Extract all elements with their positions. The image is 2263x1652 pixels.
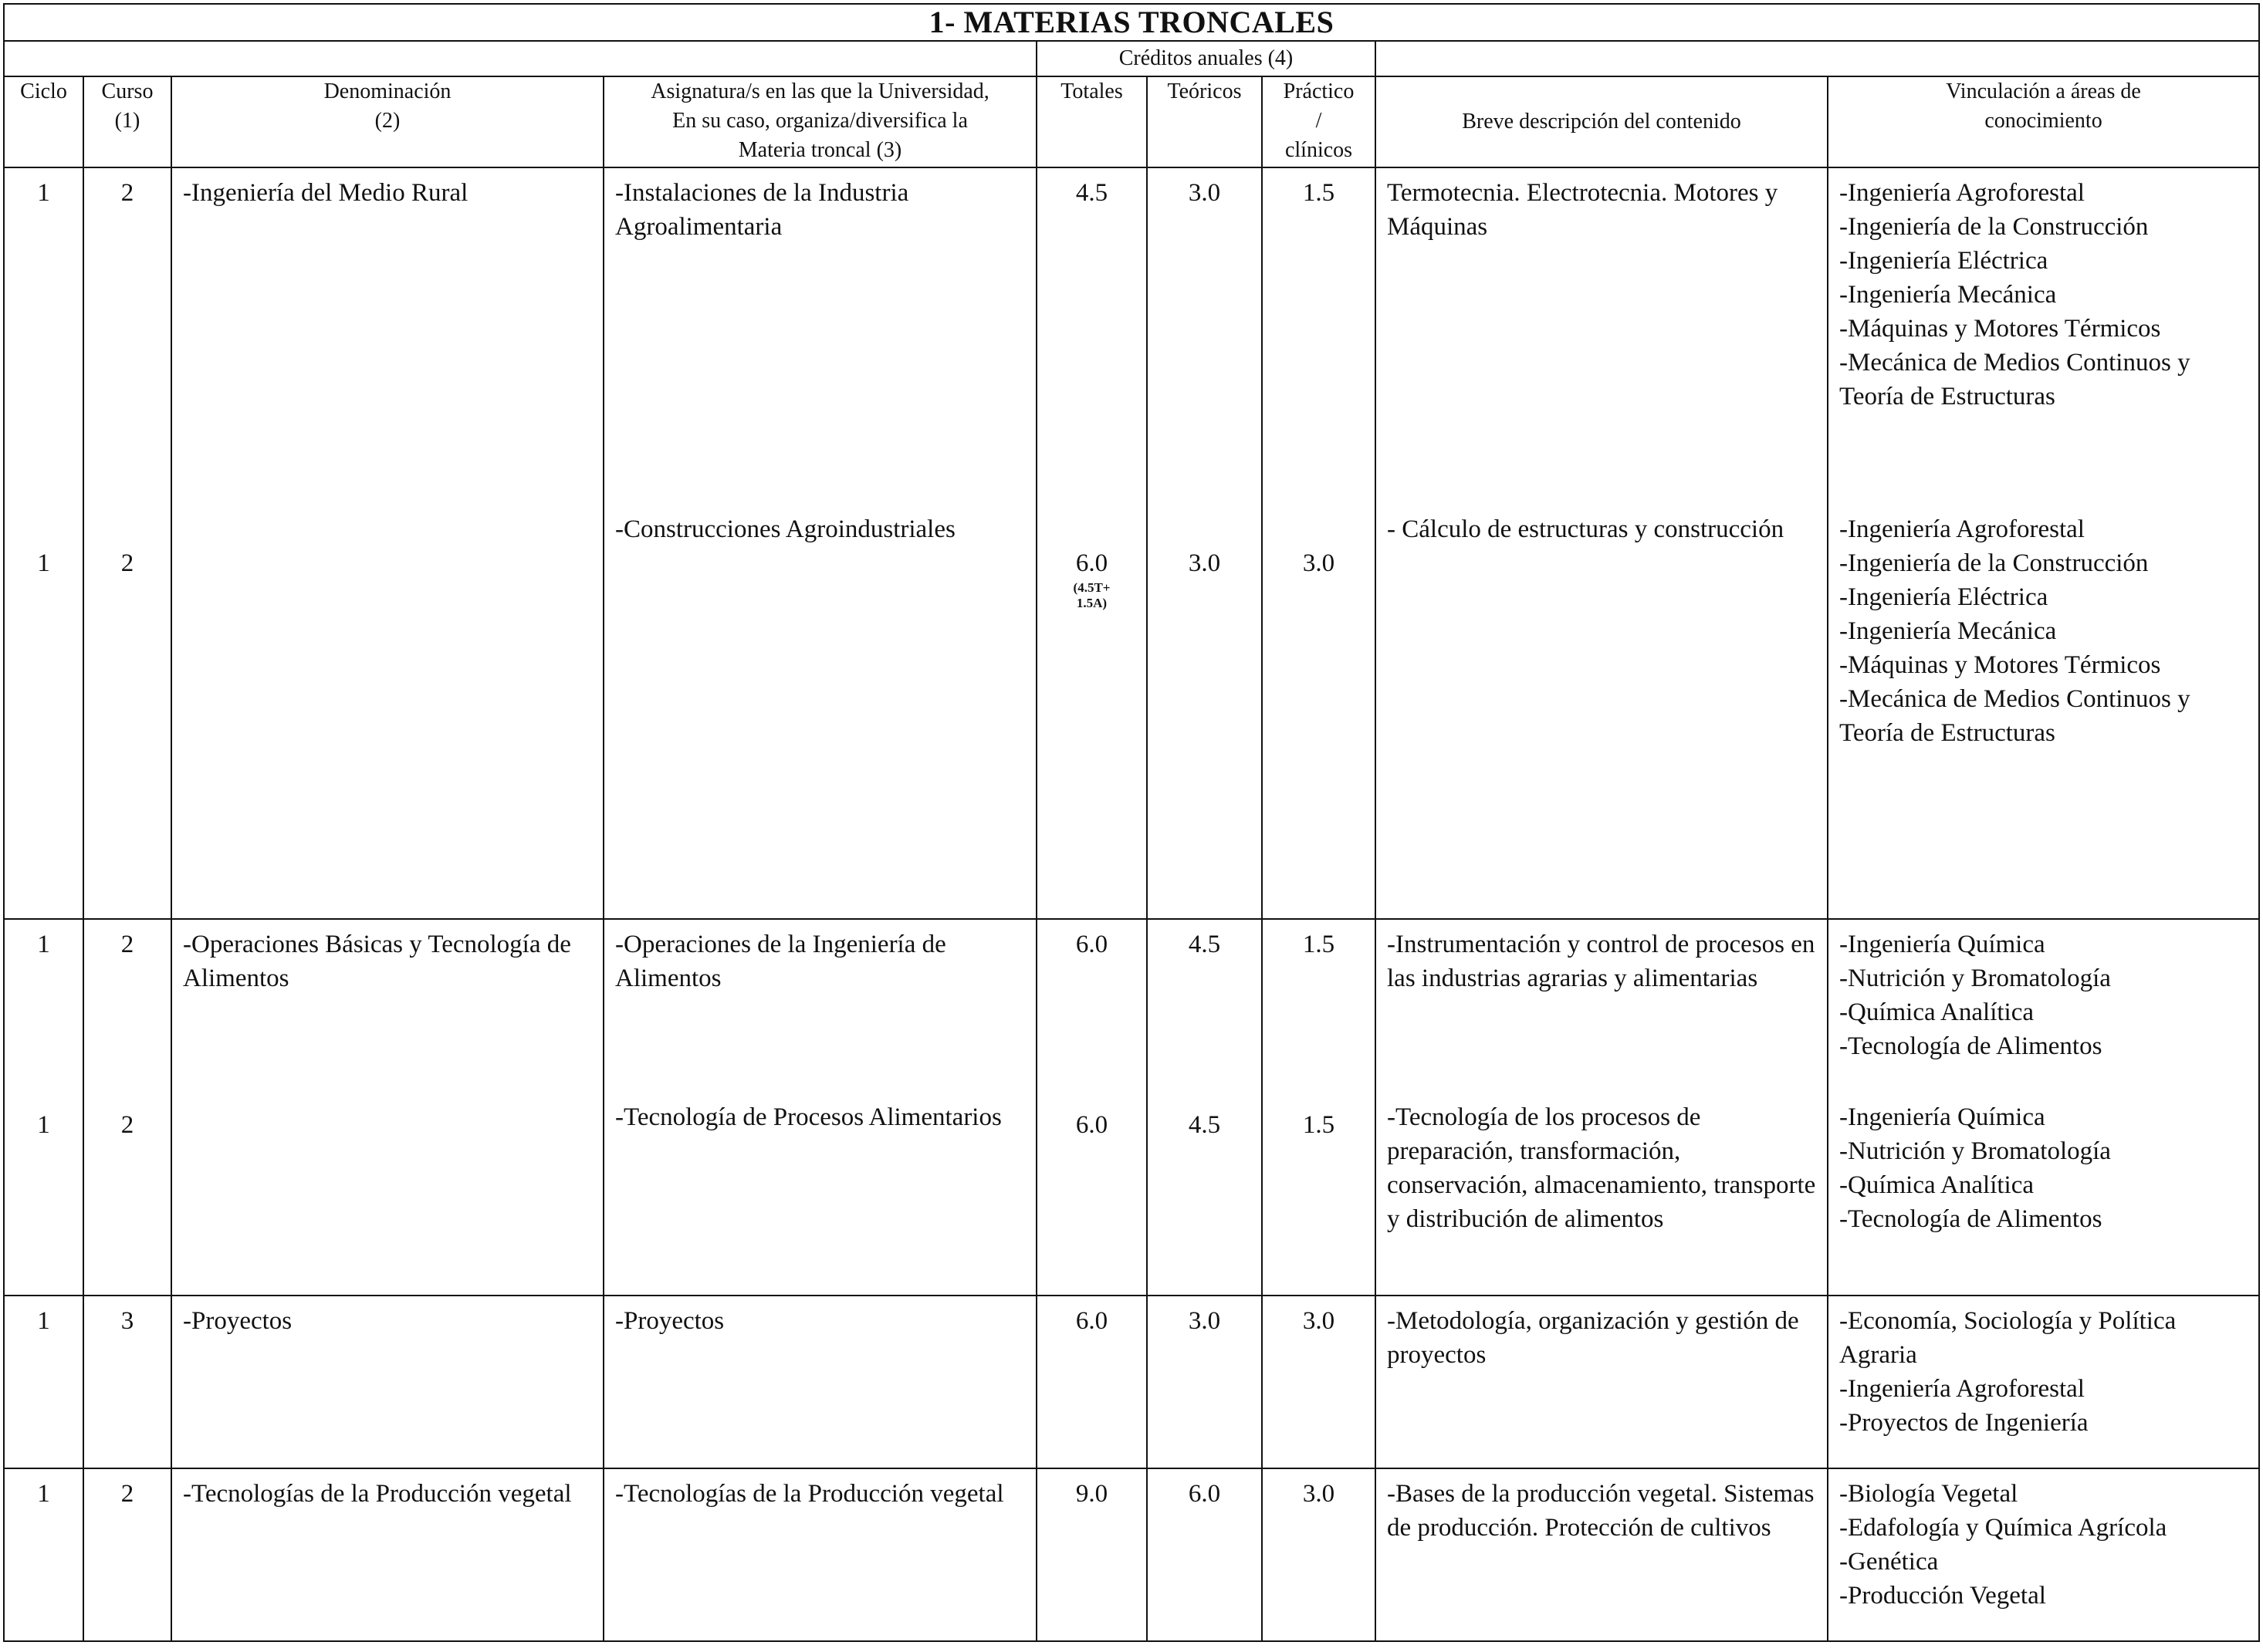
area-item: -Ingeniería de la Construcción [1839,213,2149,241]
area-item: -Química Analítica [1839,1171,2034,1199]
col-descripcion: Breve descripción del contenido [1375,76,1828,167]
area-item: -Mecánica de Medios Continuos y Teoría de Estructuras [1839,349,2190,410]
practicos-cell: 1.5 3.0 [1262,167,1375,919]
col-ciclo: Ciclo [4,76,83,167]
area-item: -Tecnología de Alimentos [1839,1205,2102,1233]
col-asignatura: Asignatura/s en las que la Universidad, En su caso, organiza/diversifica la Materia troncal (3) [604,76,1037,167]
area-item: -Nutrición y Bromatología [1839,1137,2111,1165]
vinculacion-cell [1828,167,2259,919]
denominacion-cell: -Operaciones Básicas y Tecnología de Alimentos [171,919,604,1296]
curso-cell: 2 2 [83,919,171,1296]
area-item: -Producción Vegetal [1839,1582,2046,1610]
header-spacer-right [1375,41,2259,76]
credits-header: Créditos anuales (4) [1037,41,1375,76]
teoricos-cell: 4.5 4.5 [1147,919,1262,1296]
asignatura-cell: -Tecnologías de la Producción vegetal [604,1468,1037,1641]
table-row [4,167,2259,919]
ciclo-cell: 1 [4,1296,83,1468]
ciclo-cell: 1 [4,1468,83,1641]
totales-note: (4.5T+ 1.5A) [1073,580,1111,610]
area-item: -Genética [1839,1548,1939,1576]
header-spacer-left [4,41,1037,76]
area-item: -Ingeniería Agroforestal [1839,1375,2085,1403]
asignatura-cell: -Operaciones de la Ingeniería de Alimentos -Tecnología de Procesos Alimentarios [604,919,1037,1296]
ciclo-cell: 1 1 [4,167,83,919]
descripcion-cell: -Metodología, organización y gestión de proyectos [1375,1296,1828,1468]
totales-cell: 6.0 6.0 [1037,919,1147,1296]
teoricos-cell: 3.0 [1147,1296,1262,1468]
area-item: -Edafología y Química Agrícola [1839,1514,2167,1542]
asignatura-cell: -Proyectos [604,1296,1037,1468]
practicos-cell: 1.5 1.5 [1262,919,1375,1296]
table-row [4,1296,2259,1468]
area-item: -Ingeniería Eléctrica [1839,247,2048,275]
area-item: -Ingeniería Mecánica [1839,281,2057,309]
area-item: -Ingeniería de la Construcción [1839,549,2149,577]
teoricos-cell: 6.0 [1147,1468,1262,1641]
area-item: -Biología Vegetal [1839,1480,2018,1508]
denominacion-cell: -Ingeniería del Medio Rural [171,167,604,919]
col-denominacion: Denominación (2) [171,76,604,167]
practicos-cell: 3.0 [1262,1296,1375,1468]
vinculacion-cell [1828,1296,2259,1468]
table-row [4,1468,2259,1641]
table-title: 1- MATERIAS TRONCALES [4,4,2259,41]
totales-cell: 9.0 [1037,1468,1147,1641]
area-item: -Mecánica de Medios Continuos y Teoría de Estructuras [1839,685,2190,747]
asignatura-cell: -Instalaciones de la Industria Agroalimentaria -Construcciones Agroindustriales [604,167,1037,919]
ciclo-cell: 1 1 [4,919,83,1296]
area-item: -Máquinas y Motores Térmicos [1839,315,2161,343]
curso-cell: 2 2 [83,167,171,919]
area-item: -Ingeniería Química [1839,931,2045,958]
areas-list [1828,1296,2258,1440]
col-vinculacion: Vinculación a áreas de conocimiento [1828,76,2259,167]
area-item: -Proyectos de Ingeniería [1839,1409,2089,1437]
area-item: -Ingeniería Eléctrica [1839,583,2048,611]
area-item: -Tecnología de Alimentos [1839,1032,2102,1060]
col-teoricos: Teóricos [1147,76,1262,167]
totales-cell: 6.0 [1037,1296,1147,1468]
materias-troncales-table [3,3,2260,1642]
descripcion-cell: Termotecnia. Electrotecnia. Motores y Máquinas - Cálculo de estructuras y construcción [1375,167,1828,919]
vinculacion-cell [1828,919,2259,1296]
area-item: -Ingeniería Química [1839,1103,2045,1131]
area-item: -Ingeniería Agroforestal [1839,179,2085,207]
curso-cell: 3 [83,1296,171,1468]
curso-cell: 2 [83,1468,171,1641]
col-practicos: Práctico / clínicos [1262,76,1375,167]
column-headers [4,76,2259,167]
area-item: -Nutrición y Bromatología [1839,965,2111,992]
area-item: -Química Analítica [1839,998,2034,1026]
descripcion-cell: -Bases de la producción vegetal. Sistemas de producción. Protección de cultivos [1375,1468,1828,1641]
area-item: -Economía, Sociología y Política Agraria [1839,1307,2177,1369]
denominacion-cell: -Tecnologías de la Producción vegetal [171,1468,604,1641]
area-item: -Ingeniería Mecánica [1839,617,2057,645]
descripcion-cell: -Instrumentación y control de procesos en las industrias agrarias y alimentarias -Tecnología de los procesos de preparación, transformación, conservación, almacenamiento, transporte y distribución de alimentos [1375,919,1828,1296]
practicos-cell: 3.0 [1262,1468,1375,1641]
totales-cell: 4.5 6.0 (4.5T+ 1.5A) [1037,167,1147,919]
areas-list [1828,505,2258,750]
col-totales: Totales [1037,76,1147,167]
areas-list [1828,168,2258,505]
area-item: -Ingeniería Agroforestal [1839,515,2085,543]
table-row [4,919,2259,1296]
teoricos-cell: 3.0 3.0 [1147,167,1262,919]
areas-list [1828,920,2258,1093]
vinculacion-cell [1828,1468,2259,1641]
areas-list [1828,1093,2258,1236]
col-curso: Curso (1) [83,76,171,167]
areas-list [1828,1469,2258,1613]
denominacion-cell: -Proyectos [171,1296,604,1468]
area-item: -Máquinas y Motores Térmicos [1839,651,2161,679]
